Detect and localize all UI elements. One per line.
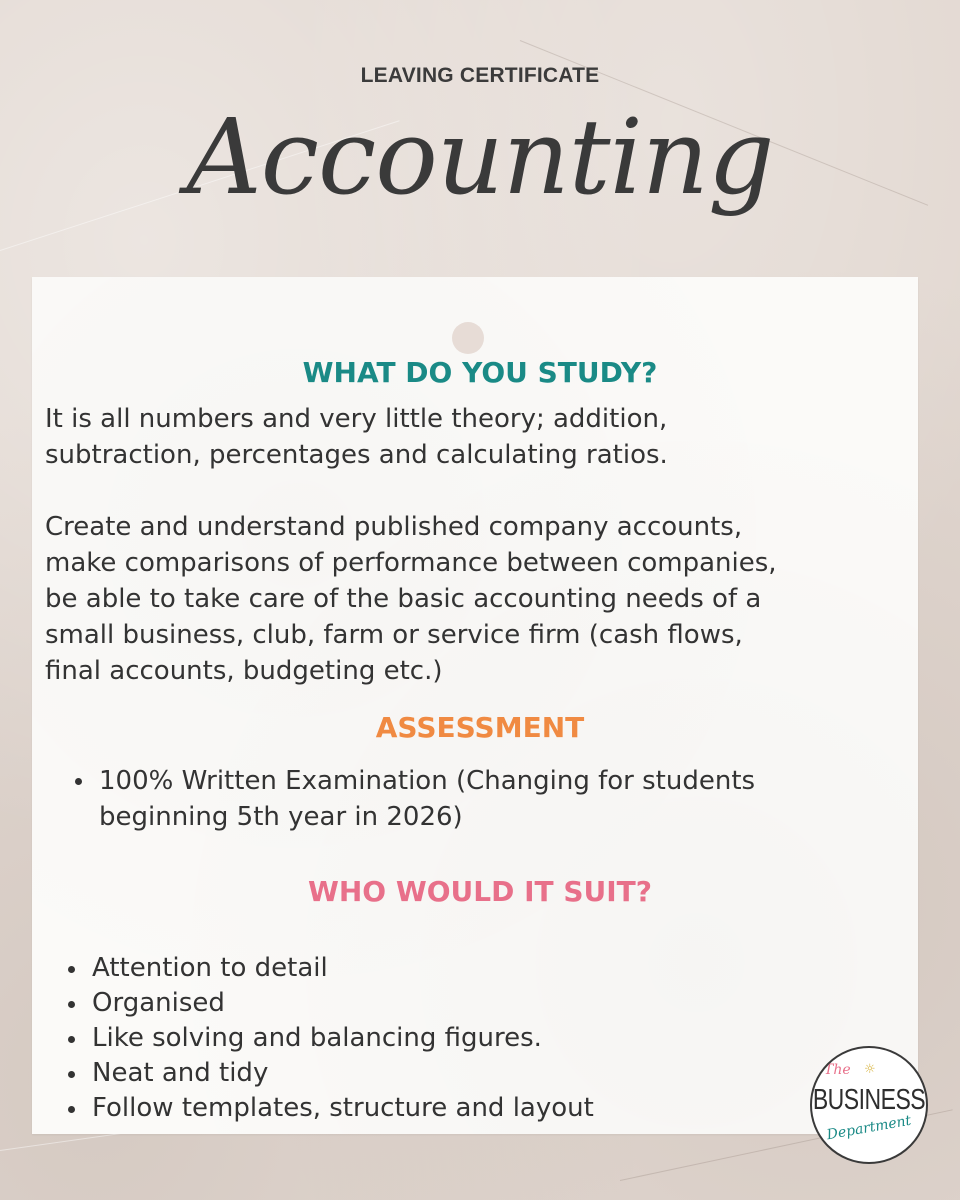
logo-department-text: Department [825, 1112, 913, 1144]
list-item: Like solving and balancing figures. [65, 1021, 765, 1056]
page-title: Accounting [186, 96, 774, 218]
study-heading: WHAT DO YOU STUDY? [302, 356, 658, 389]
business-department-logo [810, 1046, 928, 1164]
lightbulb-icon: ☼ [864, 1062, 876, 1077]
list-item: 100% Written Examination (Changing for students beginning 5th year in 2026) [72, 763, 892, 835]
pin-dot-icon [452, 322, 484, 354]
leaving-certificate-kicker: LEAVING CERTIFICATE [360, 64, 600, 87]
list-item: Attention to detail [65, 951, 765, 986]
list-item: Neat and tidy [65, 1056, 765, 1091]
logo-business-text: BUSINESS [812, 1082, 926, 1116]
logo-the-text: The [824, 1062, 851, 1078]
study-paragraph-2: Create and understand published company accounts, make comparisons of performance between companies, be able to take care of the basic accounting needs of a small business, club, farm or service firm (cash flows, final accounts, budgeting etc.) [45, 512, 777, 686]
assessment-heading: ASSESSMENT [375, 711, 585, 744]
study-paragraph-1: It is all numbers and very little theory; addition, subtraction, percentages and calculating ratios. [45, 404, 668, 470]
suit-heading: WHO WOULD IT SUIT? [307, 875, 653, 908]
assessment-list [72, 763, 892, 835]
list-item: Follow templates, structure and layout [65, 1091, 765, 1126]
suit-list [65, 951, 765, 1126]
list-item: Organised [65, 986, 765, 1021]
